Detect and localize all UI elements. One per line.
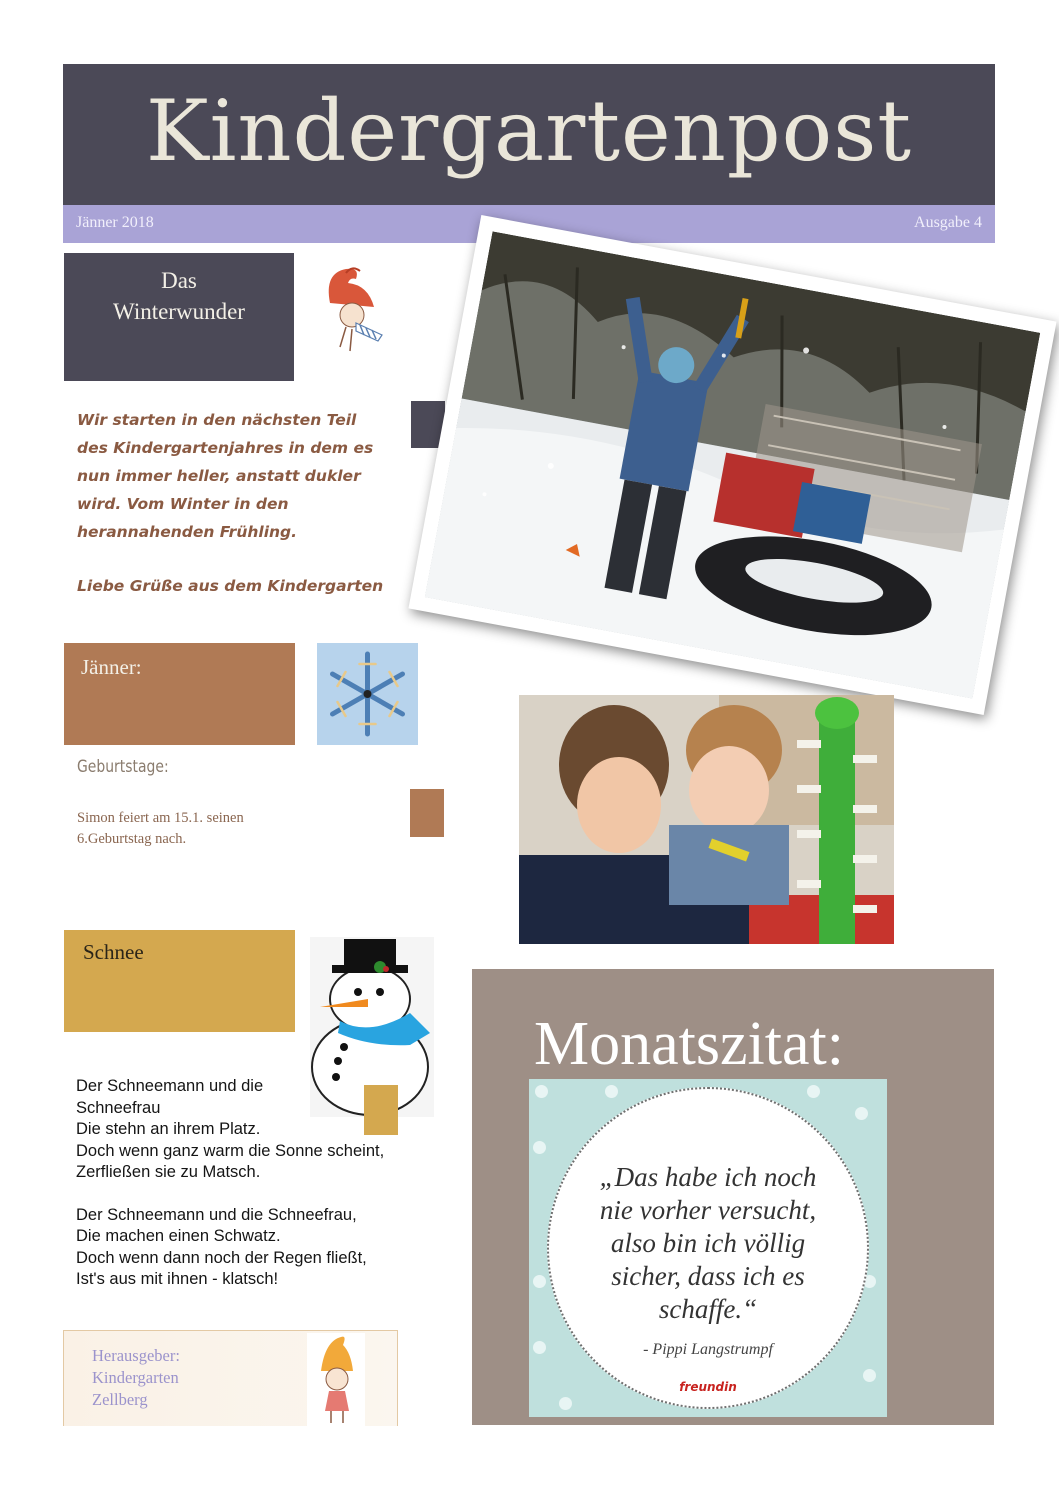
poem-line: Schneefrau <box>76 1098 161 1117</box>
quote-circle <box>547 1087 869 1409</box>
snow-play-photo <box>408 215 1056 715</box>
winterwunder-heading-line2: Winterwunder <box>113 299 245 324</box>
poem-line: Der Schneemann und die Schneefrau, <box>76 1205 357 1224</box>
gnome-illustration <box>316 263 394 355</box>
quote-panel <box>472 969 994 1425</box>
kids-playing-photo <box>519 695 894 944</box>
birthday-line: 6.Geburtstag nach. <box>77 831 187 847</box>
birthdays-label: Geburtstage: <box>77 757 169 777</box>
january-heading-box <box>64 643 295 745</box>
dot-decoration <box>605 1085 618 1098</box>
decorative-square-brown <box>410 789 444 837</box>
publisher-label: Herausgeber: <box>92 1346 180 1365</box>
poem-line: Die stehn an ihrem Platz. <box>76 1120 261 1138</box>
newsletter-title: Kindergartenpost <box>145 82 913 180</box>
dot-decoration <box>533 1275 546 1288</box>
publisher-text <box>92 1345 180 1411</box>
quote-line: „Das habe ich noch <box>599 1162 817 1192</box>
birthday-text <box>77 808 307 850</box>
quote-heading: Monatszitat: <box>534 1010 844 1078</box>
dot-decoration <box>559 1397 572 1410</box>
quote-line: nie vorher versucht, <box>599 1195 817 1225</box>
intro-line: des Kindergartenjahres in dem es <box>77 439 374 457</box>
snow-heading-box <box>64 930 295 1032</box>
snowflake-illustration <box>317 643 418 745</box>
quote-line: schaffe.“ <box>658 1294 758 1324</box>
quote-line: also bin ich völlig <box>610 1228 806 1258</box>
winterwunder-heading-box <box>64 253 294 381</box>
quote-text <box>549 1161 867 1326</box>
poem-stanza <box>76 1076 446 1184</box>
intro-text <box>77 406 427 600</box>
dot-decoration <box>535 1085 548 1098</box>
gnome-girl-illustration <box>307 1333 365 1426</box>
quote-author: - Pippi Langstrumpf <box>643 1341 773 1358</box>
intro-line: Wir starten in den nächsten Teil <box>77 411 357 429</box>
greeting: Liebe Grüße aus dem Kindergarten <box>77 577 384 595</box>
dot-decoration <box>855 1107 868 1120</box>
publisher-place: Zellberg <box>92 1390 148 1409</box>
dot-decoration <box>533 1341 546 1354</box>
january-heading: Jänner: <box>81 655 142 679</box>
freundin-logo: freundin <box>679 1380 737 1394</box>
dot-decoration <box>533 1141 546 1154</box>
intro-line: nun immer heller, anstatt dukler <box>77 467 361 485</box>
publisher-box <box>63 1330 398 1426</box>
poem-line: Der Schneemann und die <box>76 1077 264 1095</box>
masthead <box>63 64 995 205</box>
dot-decoration <box>807 1085 820 1098</box>
snow-photo-image <box>425 231 1040 698</box>
snow-poem <box>76 1076 446 1312</box>
issue-number: Ausgabe 4 <box>914 214 982 231</box>
poem-line: Doch wenn dann noch der Regen fließt, <box>76 1248 367 1267</box>
poem-stanza <box>76 1205 446 1291</box>
quote-card <box>529 1079 887 1417</box>
kids-photo-image <box>519 695 894 944</box>
winterwunder-heading-line1: Das <box>161 268 197 293</box>
publisher-name: Kindergarten <box>92 1368 179 1387</box>
intro-line: wird. Vom Winter in den <box>77 495 289 513</box>
poem-line: Doch wenn ganz warm die Sonne scheint, <box>76 1141 385 1160</box>
poem-line: Die machen einen Schwatz. <box>76 1227 281 1245</box>
poem-line: Ist's aus mit ihnen - klatsch! <box>76 1270 279 1288</box>
poem-line: Zerfließen sie zu Matsch. <box>76 1163 261 1181</box>
intro-line: herannahenden Frühling. <box>77 523 298 541</box>
birthday-line: Simon feiert am 15.1. seinen <box>77 810 244 826</box>
quote-line: sicher, dass ich es <box>611 1261 805 1291</box>
snow-heading: Schnee <box>83 940 144 964</box>
issue-date: Jänner 2018 <box>76 214 154 231</box>
